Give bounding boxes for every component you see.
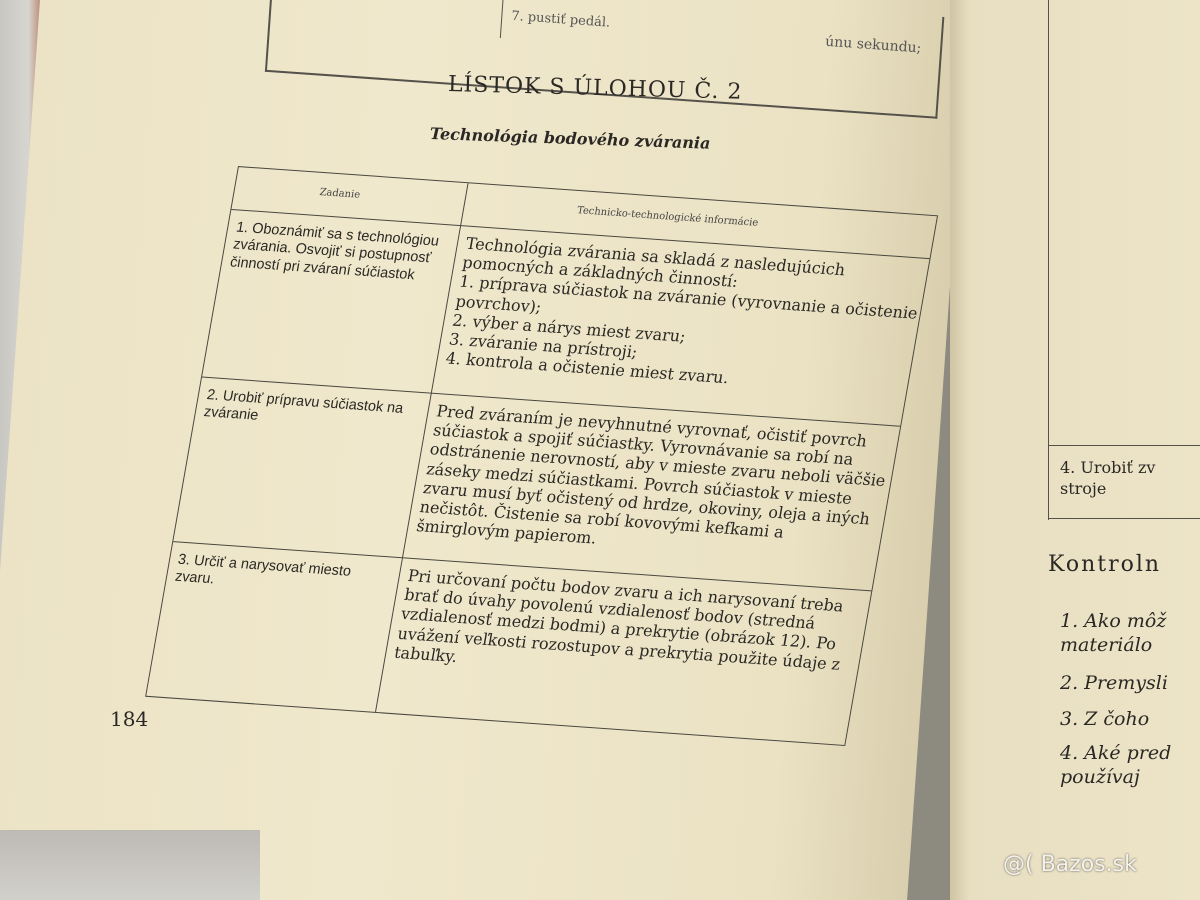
fragment-text: 7. pustiť pedál. — [510, 8, 611, 31]
watermark-logo: @( Bazos.sk — [1003, 852, 1137, 877]
table-cell-task: 3. Určiť a narysovať miesto zvaru. — [173, 551, 353, 588]
right-page-content — [1040, 0, 1200, 900]
page-subtitle: Technológia bodového zvárania — [429, 124, 711, 153]
section-title: Kontroln — [1048, 552, 1162, 577]
table-border — [1048, 445, 1200, 446]
question-item: 1. Ako môž materiálo — [1060, 610, 1167, 656]
task-fragment: 4. Urobiť zv stroje — [1060, 458, 1156, 498]
question-item: 2. Premysli — [1060, 672, 1168, 694]
table-cell-info: Pred zváraním je nevyhnutné vyrovnať, očistiť povrch súčiastok a spojiť súčiastky. Vyrovnávanie sa robí na odstránenie nerovností, aby v mieste zvaru neboli väčšie záseky medzi súčiastkami. Povrch súčiastok v mieste zvaru musí byť očistený od hrdze, okoviny, oleja a iných nečistôt. Čistenie sa robí kovovými kefkami a šmirglovým papierom. — [414, 401, 887, 548]
page-title: LÍSTOK S ÚLOHOU Č. 2 — [447, 72, 743, 105]
table-cell-info: Technológia zvárania sa skladá z nasledujúcich pomocných a základných činností: 1. príprava súčiastok na zváranie (vyrovnanie a očistenie povrchov); 2. výber a nárys miest zvaru; 3. zváranie na prístroji; 4. kontrola a očistenie miest zvaru. — [444, 233, 920, 388]
table-border — [1048, 518, 1200, 519]
page-number: 184 — [110, 707, 149, 731]
table-cell-task: 1. Oboznámiť sa s technológiou zvárania. Osvojiť si postupnosť činností pri zváraní súčiastok — [228, 219, 441, 284]
task-table — [145, 166, 938, 746]
fragment-text: únu sekundu; — [824, 33, 922, 57]
column-header: Zadanie — [318, 186, 361, 201]
question-item: 3. Z čoho — [1060, 708, 1150, 730]
table-cell-info: Pri určovaní počtu bodov zvaru a ich narysovaní treba brať do úvahy povolenú vzdialenosť bodov (stredná vzdialenosť medzi bodmi) a prekrytie (obrázok 12). Po uvážení veľkosti rozostupov a prekrytia použite údaje z tabuľky. — [392, 565, 846, 674]
table-divider — [500, 0, 505, 38]
table-border — [1048, 0, 1049, 520]
table-cell-task: 2. Urobiť prípravu súčiastok na zváranie — [202, 387, 405, 425]
question-item: 4. Aké pred používaj — [1060, 742, 1172, 788]
column-header: Technicko-technologické informácie — [576, 205, 760, 229]
